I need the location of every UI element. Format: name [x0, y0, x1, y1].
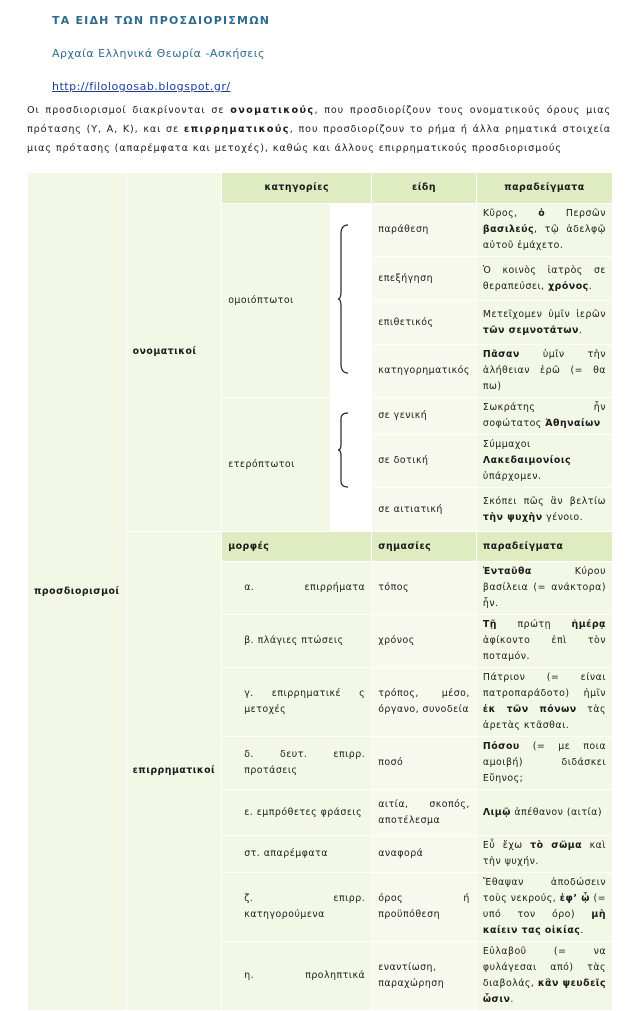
example-bold-text: ἐφ’ ᾧ [559, 893, 590, 904]
example-bold-text: Ἀθηναίων [545, 418, 601, 429]
form-cell: ε. εμπρόθετες φράσεις [222, 790, 372, 836]
meaning-cell: χρόνος [372, 615, 477, 668]
meaning-cell: αιτία, σκοπός, αποτέλεσμα [372, 790, 477, 836]
example-text: ἀφίκοντο ἐπὶ τὸν ποταμόν. [482, 635, 606, 662]
example-text: Ἔθαψαν ἀποδώσειν τοὺς νεκρούς, [482, 877, 606, 904]
example-bold-text: Πᾶσαν [482, 349, 520, 360]
category-heteroptotoi: ετερόπτωτοι [222, 398, 331, 532]
intro-bold-2: επιρρηματικούς [183, 124, 290, 135]
example-bold-text: τῶν σεμνοτάτων [482, 324, 579, 336]
blog-link[interactable]: http://filologosab.blogspot.gr/ [52, 80, 231, 93]
root-cell: προσδιορισμοί [28, 173, 127, 1011]
form-cell: η. προληπτικά [222, 942, 372, 1011]
example-bold-text: Λιμῷ [482, 806, 511, 818]
kind-cell: σε αιτιατική [372, 488, 477, 532]
meaning-cell: ποσό [372, 737, 477, 790]
kind-cell: επιθετικός [372, 301, 477, 345]
example-cell [476, 204, 612, 257]
example-text: Μετεῖχομεν ὑμῖν ἱερῶν [482, 308, 606, 320]
brace-cell-a [331, 204, 372, 398]
form-cell: γ. επιρρηματικέ ς μετοχές [222, 668, 372, 737]
example-text: . [578, 324, 583, 336]
form-cell: δ. δευτ. επιρρ. προτάσεις [222, 737, 372, 790]
example-text: Πάτριον (= είναι πατροπαράδοτο) ἡμῖν [482, 672, 606, 699]
example-text: Περσῶν [545, 208, 606, 219]
kind-cell: κατηγορηματικός [372, 345, 477, 398]
category-homoioptotoi: ομοιόπτωτοι [222, 204, 331, 398]
example-cell [476, 615, 612, 668]
form-cell: α. επιρρήματα [222, 562, 372, 615]
example-text: Εὖ ἔχω [482, 840, 531, 851]
example-cell [476, 836, 612, 873]
group-adverbial: επιρρηματικοί [126, 532, 222, 1011]
example-text: Σκόπει πῶς ἂν βελτίω [482, 495, 606, 507]
example-bold-text: Τῇ [482, 619, 497, 630]
example-bold-text: ἐκ τῶν πόνων [482, 704, 577, 715]
example-text: Κύρου βασίλεια (= ανάκτορα) ἦν. [482, 566, 606, 609]
example-bold-text: Λακεδαιμονίοις [482, 455, 572, 466]
example-text: καὶ τὴν ψυχήν. [482, 840, 606, 867]
meaning-cell: αναφορά [372, 836, 477, 873]
example-text: τὰς ἀρετὰς κτᾶσθαι. [482, 704, 606, 731]
example-bold-text: Πόσου [482, 741, 520, 752]
example-bold-text: τὴν ψυχὴν [482, 511, 543, 523]
example-text: Σωκράτης ἦν σοφώτατος [482, 402, 606, 429]
intro-text-1: Οι προσδιορισμοί διακρίνονται σε [27, 105, 231, 116]
example-text: . [510, 994, 514, 1005]
example-cell [476, 488, 612, 532]
example-bold-text: κἂν ψευδεῖς ὦσιν [482, 978, 607, 1005]
header-categories: κατηγορίες [222, 173, 372, 204]
example-text: . [580, 925, 584, 936]
meaning-cell: τόπος [372, 562, 477, 615]
example-text: . [588, 280, 593, 292]
example-text: (= με ποια αμοιβή) διδάσκει Εὔηνος; [482, 741, 606, 784]
meaning-cell: εναντίωση, παραχώρηση [372, 942, 477, 1011]
example-bold-text: ὁ [538, 208, 546, 219]
example-cell [476, 398, 612, 435]
brace-icon [337, 412, 349, 488]
kind-cell: παράθεση [372, 204, 477, 257]
brace-cell-b [331, 398, 372, 532]
intro-text-2: , που προσδιορίζουν τους ονοματικούς όρους μιας πρότασης (Υ, Α, Κ), και σε [27, 105, 611, 135]
example-text: Ὁ κοινὸς ἰατρὸς σε θεραπεύσει, [482, 264, 606, 292]
example-cell [476, 562, 612, 615]
meaning-cell: όρος ή προϋπόθεση [372, 873, 477, 942]
form-cell: ζ. επιρρ. κατηγορούμενα [222, 873, 372, 942]
example-bold-text: ἡμέρᾳ [571, 619, 606, 630]
example-text: ὑμῖν τὴν ἀλήθειαν ἐρῶ (= θα πω) [482, 349, 606, 392]
header-kinds: είδη [372, 173, 477, 204]
example-cell [476, 668, 612, 737]
example-text: Κῦρος, [482, 208, 539, 219]
brace-icon [337, 224, 349, 374]
page-title: ΤΑ ΕΙΔΗ ΤΩΝ ΠΡΟΣΔΙΟΡΙΣΜΩΝ [52, 14, 271, 27]
example-cell [476, 790, 612, 836]
example-text: Σύμμαχοι [482, 439, 531, 450]
example-text: Εὐλαβοῦ (= να φυλάγεσαι από) τὰς διαβολάς, [482, 946, 606, 989]
example-cell [476, 257, 612, 301]
example-cell [476, 873, 612, 942]
example-cell [476, 435, 612, 488]
example-bold-text: μὴ καίειν τας οἰκίας [482, 909, 606, 936]
example-cell [476, 345, 612, 398]
example-bold-text: βασιλεύς [482, 224, 535, 235]
intro-bold-1: ονοματικούς [230, 105, 315, 116]
kind-cell: επεξήγηση [372, 257, 477, 301]
meaning-cell: τρόπος, μέσο, όργανο, συνοδεία [372, 668, 477, 737]
example-text: πρώτῃ [496, 619, 572, 630]
example-bold-text: Ἐνταῦθα [482, 566, 532, 577]
example-text: (= υπό τον όρο) [482, 893, 606, 920]
example-bold-text: τὸ σῶμα [530, 840, 583, 851]
header-examples: παραδείγματα [476, 173, 612, 204]
kind-cell: σε γενική [372, 398, 477, 435]
example-text: ἀπέθανον (αιτία) [510, 806, 602, 818]
example-text: , τῷ ἀδελφῷ αὐτοῦ ἐμάχετο. [482, 224, 606, 251]
example-cell [476, 942, 612, 1011]
example-cell [476, 301, 612, 345]
determiners-table [27, 172, 613, 1011]
intro-text-3: , που προσδιορίζουν το ρήμα ή άλλα ρηματικά στοιχεία μιας πρότασης (απαρέμφατα και μετοχές), καθώς και άλλους επιρρηματικούς προσδιορισμούς [27, 124, 611, 154]
example-cell [476, 737, 612, 790]
page-subtitle: Αρχαία Ελληνικά Θεωρία -Ασκήσεις [52, 47, 265, 60]
header-meanings: σημασίες [372, 532, 477, 562]
header-forms: μορφές [222, 532, 372, 562]
kind-cell: σε δοτική [372, 435, 477, 488]
form-cell: στ. απαρέμφατα [222, 836, 372, 873]
header-examples-2: παραδείγματα [476, 532, 612, 562]
example-text: ὑπάρχομεν. [482, 471, 542, 482]
example-bold-text: χρόνος [548, 280, 589, 292]
group-nominal: ονοματικοί [126, 173, 222, 532]
intro-paragraph [27, 101, 611, 158]
example-text: γένοιο. [542, 511, 584, 523]
form-cell: β. πλάγιες πτώσεις [222, 615, 372, 668]
